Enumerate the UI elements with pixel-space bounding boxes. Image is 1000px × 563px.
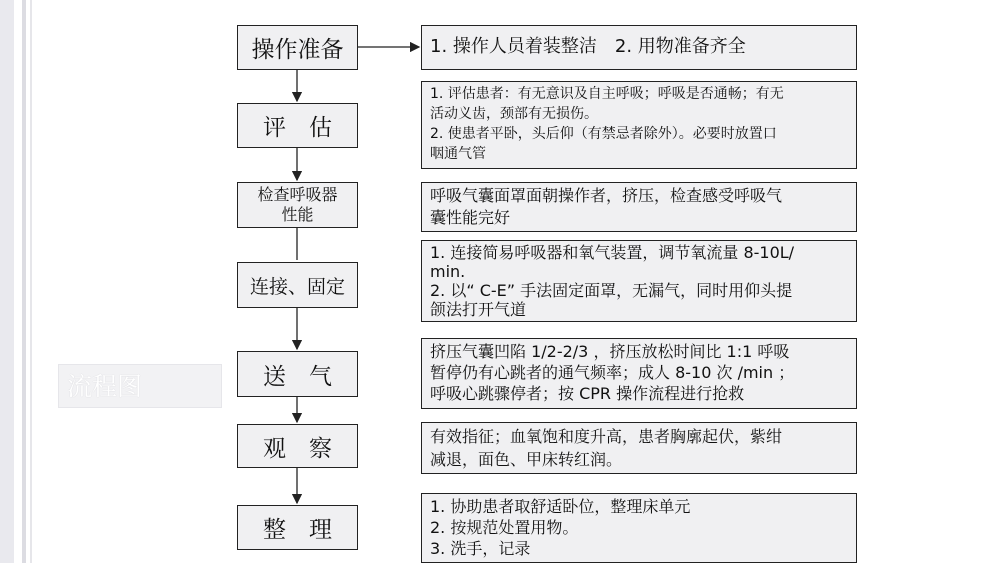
- desc-line: 2. 按规范处置用物。: [430, 518, 579, 537]
- desc-line: 有效指征；血氧饱和度升高，患者胸廓起伏，紫绀: [430, 427, 783, 446]
- step-check-line1: 检查呼吸器: [257, 185, 338, 204]
- desc-check-resuscitator: [421, 182, 857, 232]
- desc-line: 颌法打开气道: [430, 300, 527, 319]
- desc-line: 1. 操作人员着装整洁 2. 用物准备齐全: [430, 36, 746, 57]
- step-ventilate: 送 气: [237, 351, 358, 397]
- desc-line: 1. 评估患者：有无意识及自主呼吸；呼吸是否通畅；有无: [430, 86, 784, 102]
- desc-prepare: [421, 25, 857, 70]
- step-tidy: 整 理: [237, 505, 358, 550]
- desc-line: 1. 协助患者取舒适卧位，整理床单元: [430, 497, 691, 516]
- desc-line: 2. 使患者平卧，头后仰（有禁忌者除外）。必要时放置口: [430, 126, 777, 142]
- step-assess: 评 估: [237, 103, 358, 148]
- desc-line: 咽通气管: [430, 146, 486, 162]
- desc-connect-fix: [421, 240, 857, 322]
- desc-line: 减退，面色、甲床转红润。: [430, 450, 623, 469]
- desc-line: min.: [430, 262, 466, 281]
- step-observe: 观 察: [237, 424, 358, 468]
- desc-assess: [421, 81, 857, 169]
- desc-line: 暂停仍有心跳者的通气频率；成人 8-10 次 /min ；: [430, 363, 795, 382]
- desc-tidy: [421, 493, 857, 563]
- desc-line: 1. 连接简易呼吸器和氧气装置，调节氧流量 8-10L/: [430, 243, 795, 262]
- step-check-line2: 性能: [281, 205, 314, 224]
- step-check-resuscitator: [237, 182, 358, 228]
- desc-line: 3. 洗手，记录: [430, 539, 531, 558]
- desc-line: 挤压气囊凹陷 1/2-2/3 ，挤压放松时间比 1:1 呼吸: [430, 342, 790, 361]
- section-label: 流程图: [58, 364, 222, 408]
- desc-line: 活动义齿，颈部有无损伤。: [430, 106, 598, 122]
- desc-line: 2. 以“ C-E” 手法固定面罩，无漏气，同时用仰头提: [430, 281, 793, 300]
- desc-line: 呼吸心跳骤停者；按 CPR 操作流程进行抢救: [430, 384, 745, 403]
- desc-line: 囊性能完好: [430, 208, 511, 227]
- desc-line: 呼吸气囊面罩面朝操作者，挤压，检查感受呼吸气: [430, 186, 783, 205]
- step-connect-fix: 连接、固定: [237, 262, 358, 308]
- desc-observe: [421, 422, 857, 474]
- step-prepare: 操作准备: [237, 25, 358, 70]
- desc-ventilate: [421, 338, 857, 409]
